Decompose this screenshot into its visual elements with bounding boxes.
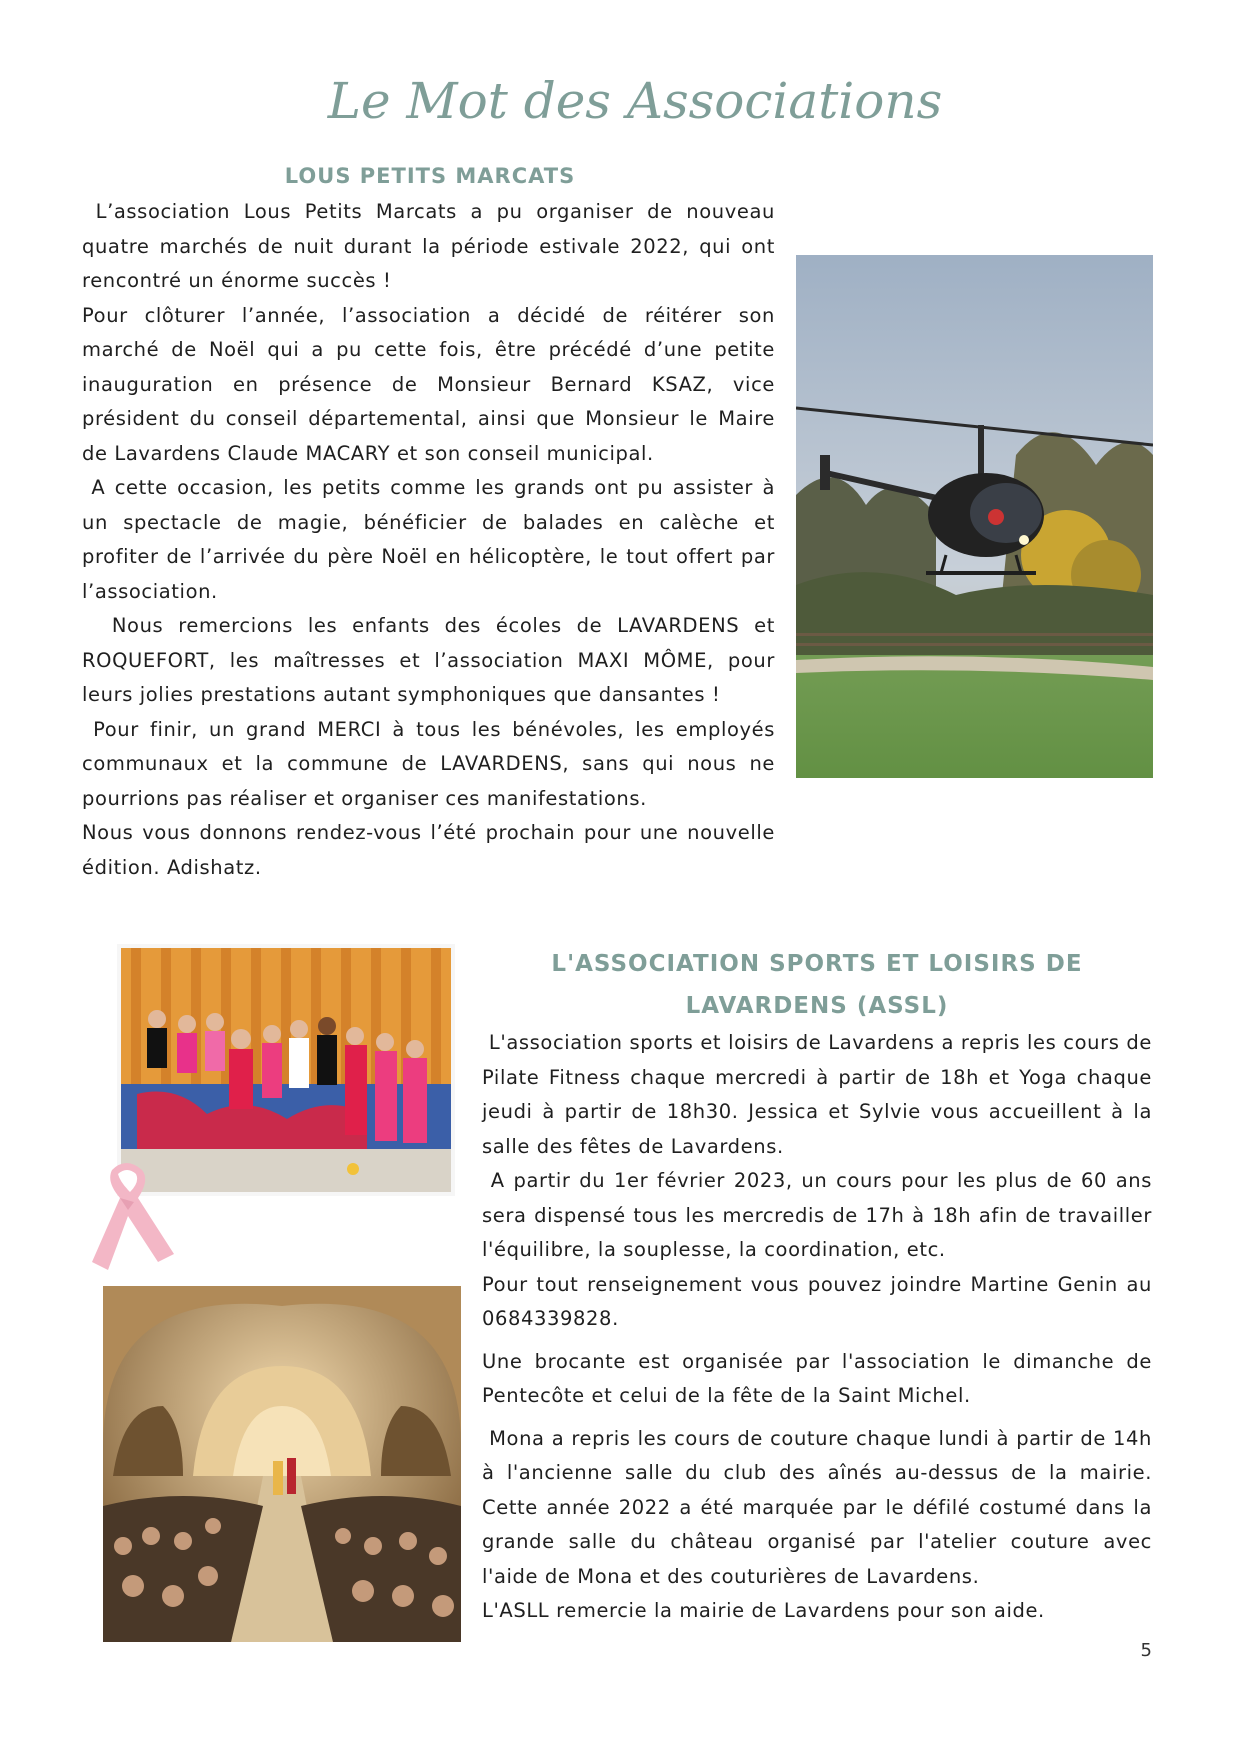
paragraph: Mona a repris les cours de couture chaque lundi à partir de 14h à l'ancienne salle du club des aînés au-dessus de la mairie. Cette année 2022 a été marquée par le défilé costumé dans la grande salle du château organisé par l'atelier couture avec l'aide de Mona et des couturières de Lavardens. — [482, 1426, 1152, 1588]
paragraph: L'association sports et loisirs de Lavardens a repris les cours de Pilate Fitness chaque mercredi à partir de 18h et Yoga chaque jeudi à partir de 18h30. Jessica et Sylvie vous accueillent à la salle des fêtes de Lavardens. — [482, 1031, 1152, 1158]
section-heading-assl: L'ASSOCIATION SPORTS ET LOISIRS DE LAVARDENS (ASSL) — [551, 951, 1083, 1019]
section-heading-lous-petits-marcats: LOUS PETITS MARCATS — [284, 164, 576, 188]
page-title: Le Mot des Associations — [327, 72, 943, 130]
paragraph: A cette occasion, les petits comme les grands ont pu assister à un spectacle de magie, bénéficier de balades en calèche et profiter de l’arrivée du père Noël en hélicoptère, le tout offert par l’association. — [82, 476, 775, 603]
section-text-assl — [482, 1026, 1152, 1629]
paragraph: Nous vous donnons rendez-vous l’été prochain pour une nouvelle édition. Adishatz. — [82, 821, 775, 879]
paragraph: Une brocante est organisée par l'association le dimanche de Pentecôte et celui de la fête de la Saint Michel. — [482, 1349, 1152, 1407]
pink-ribbon-icon — [84, 1158, 184, 1284]
paragraph: Pour clôturer l’année, l’association a décidé de réitérer son marché de Noël qui a pu cette fois, être précédé d’une petite inauguration en présence de Monsieur Bernard KSAZ, vice président du conseil départemental, ainsi que Monsieur le Maire de Lavardens Claude MACARY et son conseil municipal. — [82, 303, 775, 465]
section-text-lous-petits-marcats — [82, 195, 775, 885]
page-number: 5 — [1140, 1640, 1152, 1661]
helicopter-photo — [796, 255, 1153, 778]
paragraph: L’association Lous Petits Marcats a pu organiser de nouveau quatre marchés de nuit durant la période estivale 2022, qui ont rencontré un énorme succès ! — [82, 200, 775, 292]
paragraph: A partir du 1er février 2023, un cours pour les plus de 60 ans sera dispensé tous les mercredis de 17h à 18h afin de travailler l'équilibre, la souplesse, la coordination, etc. — [482, 1169, 1152, 1261]
paragraph: Pour finir, un grand MERCI à tous les bénévoles, les employés communaux et la commune de LAVARDENS, sans qui nous ne pourrions pas réaliser et organiser ces manifestations. — [82, 717, 775, 810]
paragraph: L'ASLL remercie la mairie de Lavardens pour son aide. — [482, 1599, 1045, 1622]
paragraph: Pour tout renseignement vous pouvez joindre Martine Genin au 0684339828. — [482, 1272, 1152, 1330]
castle-hall-photo — [103, 1286, 461, 1642]
paragraph: Nous remercions les enfants des écoles de LAVARDENS et ROQUEFORT, les maîtresses et l’association MAXI MÔME, pour leurs jolies prestations autant symphoniques que dansantes ! — [82, 614, 775, 706]
